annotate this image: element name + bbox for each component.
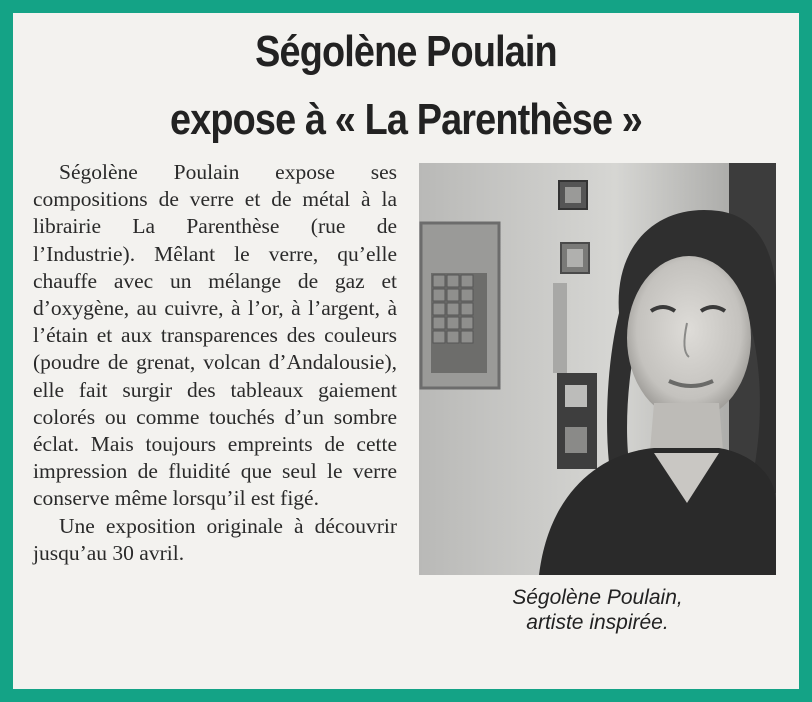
photo-caption bbox=[419, 585, 776, 635]
artist-photo bbox=[419, 163, 776, 575]
article-title-line-2: expose à « La Parenthèse » bbox=[170, 95, 642, 144]
caption-line-1: Ségolène Poulain, bbox=[512, 586, 683, 609]
article-title-line-1: Ségolène Poulain bbox=[255, 27, 557, 76]
article-paragraph-2: Une exposition originale à découvrir jusqu’au 30 avril. bbox=[33, 513, 397, 565]
caption-line-2: artiste inspirée. bbox=[526, 611, 669, 634]
article-paragraph-1: Ségolène Poulain expose ses compositions de verre et de métal à la librairie La Parenthèse (rue de l’Industrie). Mêlant le verre, qu’elle chauffe avec un mélange de gaz et d’oxygène, au cuivre, à l’or, à l’argent, à l’étain et aux transparences des couleurs (poudre de grenat, volcan d’Andalousie), elle fait surgir des tableaux gaiement colorés ou comme touchés d’un sombre éclat. Mais toujours empreints de cette impression de fluidité que seul le verre conserve même lorsqu’il est figé. bbox=[33, 160, 397, 511]
article-body bbox=[33, 159, 397, 567]
artist-photo-illustration bbox=[419, 163, 776, 575]
newspaper-clipping bbox=[13, 13, 799, 689]
